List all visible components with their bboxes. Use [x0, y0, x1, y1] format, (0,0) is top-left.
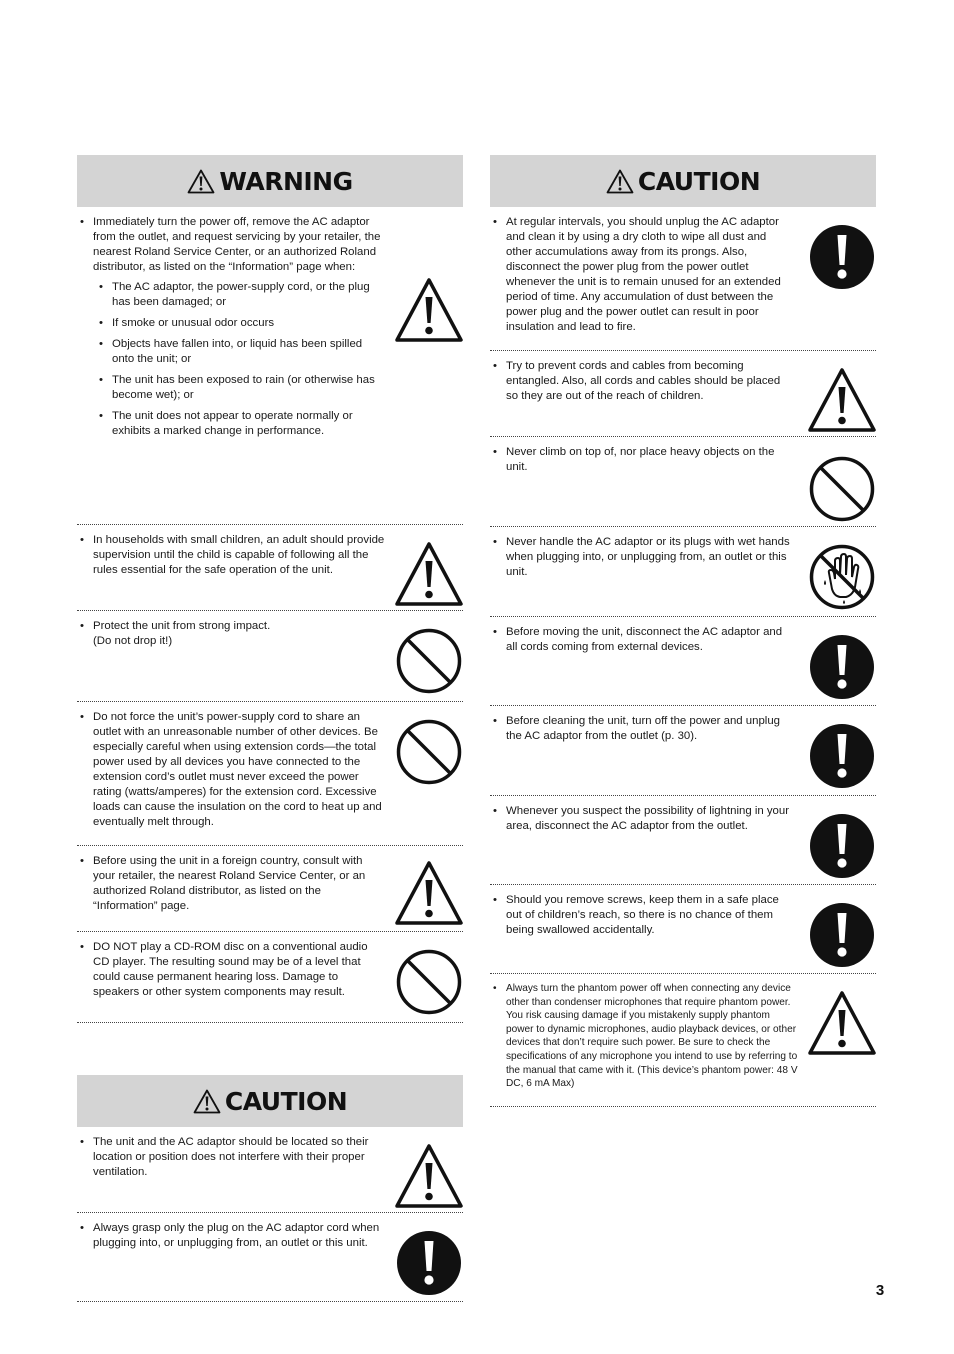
right-column: [490, 155, 876, 1107]
sub-item: • The unit has been exposed to rain (or otherwise has become wet); or: [77, 373, 387, 403]
item-text: • Should you remove screws, keep them in a safe place out of children’s reach, so there is no chance of them being swallowed accidentally.: [490, 893, 790, 938]
sub-item: • The AC adaptor, the power-supply cord, or the plug has been damaged; or: [77, 280, 387, 310]
warning-item-6: [77, 932, 463, 1023]
item-text: • The unit and the AC adaptor should be located so their location or position does not interfere with their proper ventilation.: [77, 1135, 387, 1180]
item-text: • Whenever you suspect the possibility of lightning in your area, disconnect the AC adaptor from the outlet.: [490, 804, 790, 834]
item-text: • Before cleaning the unit, turn off the power and unplug the AC adaptor from the outlet (p. 30).: [490, 714, 790, 744]
mandatory-action-icon: [808, 722, 876, 790]
item-text: • Before using the unit in a foreign country, consult with your retailer, the nearest Roland Service Center, or an authorized Roland distributor, as listed on the “Information” page.: [77, 854, 387, 914]
sub-item: • If smoke or unusual odor occurs: [77, 316, 387, 331]
item-text: • In households with small children, an adult should provide supervision until the child is capable of following all the rules essential for the safe operation of the unit.: [77, 533, 387, 578]
caution-right-item-9: [490, 974, 876, 1107]
mandatory-action-icon: [808, 812, 876, 880]
page-number: 3: [875, 1282, 885, 1299]
mandatory-action-icon: [808, 633, 876, 701]
warning-item-3: [77, 611, 463, 702]
caution-right-item-3: [490, 437, 876, 527]
mandatory-action-icon: [395, 1229, 463, 1297]
caution-left-item-2: [77, 1213, 463, 1302]
caution-triangle-icon: [395, 860, 463, 928]
caution-triangle-icon: [395, 541, 463, 609]
caution-right-header: [490, 155, 876, 207]
item-text: • Protect the unit from strong impact. (Do not drop it!): [77, 619, 387, 649]
warning-item-2: [77, 525, 463, 611]
item-text: • Always turn the phantom power off when connecting any device other than condenser microphones that require phantom power. You risk causing damage if you mistakenly supply phantom power to dynamic microphones, audio playback devices, or other devices that don’t require such power. Be sure to check the specifications of any microphone you intend to use by referring to the manual that came with it. (This device’s phantom power: 48 V DC, 6 mA Max): [490, 982, 800, 1091]
warning-item-4: [77, 702, 463, 846]
mandatory-action-icon: [808, 901, 876, 969]
caution-triangle-icon: [606, 169, 634, 194]
caution-right-item-1: [490, 207, 876, 351]
caution-left-header: [77, 1075, 463, 1127]
sub-item: • The unit does not appear to operate normally or exhibits a marked change in performance.: [77, 409, 387, 439]
item-text: • Always grasp only the plug on the AC adaptor cord when plugging into, or unplugging from, an outlet or this unit.: [77, 1221, 387, 1251]
item-text: • Do not force the unit’s power-supply cord to share an outlet with an unreasonable number of other devices. Be especially careful when using extension cords—the total power used by all devices you have connected to the extension cord’s outlet must never exceed the power rating (watts/amperes) for the extension cord. Excessive loads can cause the insulation on the cord to heat up and eventually melt through.: [77, 710, 389, 830]
item-text: • Try to prevent cords and cables from becoming entangled. Also, all cords and cables should be placed so they are out of the reach of children.: [490, 359, 790, 404]
left-column: [77, 155, 463, 1302]
item-text: • Immediately turn the power off, remove the AC adaptor from the outlet, and request servicing by your retailer, the nearest Roland Service Center, or an authorized Roland distributor, as listed on the “Information” page when:: [77, 215, 387, 275]
warning-header: [77, 155, 463, 207]
caution-triangle-icon: [808, 990, 876, 1058]
prohibition-icon: [395, 627, 463, 695]
prohibition-icon: [808, 455, 876, 523]
item-text: • Never handle the AC adaptor or its plugs with wet hands when plugging into, or unplugging from, an outlet or this unit.: [490, 535, 790, 580]
caution-triangle-icon: [395, 1143, 463, 1211]
prohibition-icon: [395, 718, 463, 786]
sub-list: [77, 280, 387, 439]
warning-item-5: [77, 846, 463, 932]
caution-right-item-7: [490, 796, 876, 885]
caution-left-title: CAUTION: [224, 1086, 348, 1116]
caution-right-item-5: [490, 617, 876, 706]
caution-right-title: CAUTION: [637, 166, 761, 196]
item-text: • DO NOT play a CD-ROM disc on a conventional audio CD player. The resulting sound may be of a level that could cause permanent hearing loss. Damage to speakers or other system components may result.: [77, 940, 387, 1000]
item-text: • At regular intervals, you should unplug the AC adaptor and clean it by using a dry cloth to wipe all dust and other accumulations away from its prongs. Also, disconnect the power plug from the power outlet whenever the unit is to remain unused for an extended period of time. Any accumulation of dust between the power plug and the power outlet can result in poor insulation and lead to fire.: [490, 215, 790, 335]
item-text: • Never climb on top of, nor place heavy objects on the unit.: [490, 445, 790, 475]
warning-item-1: [77, 207, 463, 525]
warning-triangle-icon: [187, 169, 215, 194]
mandatory-action-icon: [808, 223, 876, 291]
no-wet-hands-icon: [808, 543, 876, 611]
caution-triangle-icon: [395, 277, 463, 345]
warning-title: WARNING: [219, 166, 353, 196]
caution-right-item-6: [490, 706, 876, 796]
caution-triangle-icon: [808, 367, 876, 435]
prohibition-icon: [395, 948, 463, 1016]
item-text: • Before moving the unit, disconnect the AC adaptor and all cords coming from external devices.: [490, 625, 790, 655]
sub-item: • Objects have fallen into, or liquid has been spilled onto the unit; or: [77, 337, 387, 367]
caution-left-section: [77, 1075, 463, 1302]
caution-right-item-4: [490, 527, 876, 617]
caution-left-item-1: [77, 1127, 463, 1213]
caution-right-item-2: [490, 351, 876, 437]
caution-triangle-icon: [193, 1089, 221, 1114]
caution-right-item-8: [490, 885, 876, 974]
